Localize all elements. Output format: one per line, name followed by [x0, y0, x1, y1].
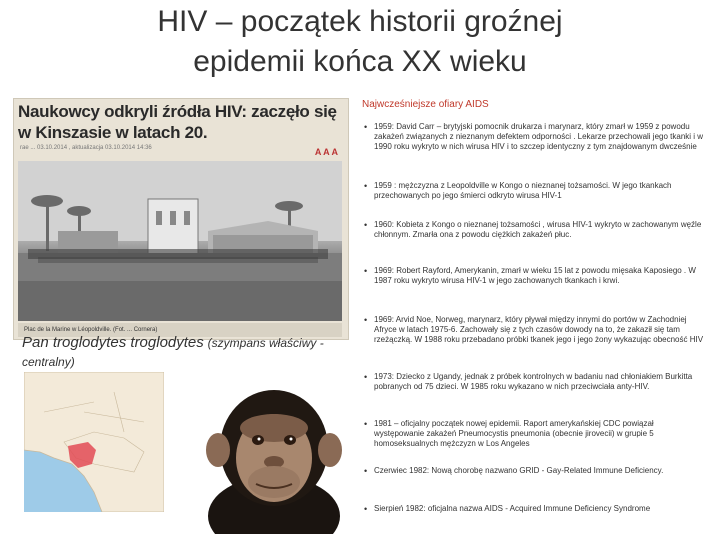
list-item: • 1969: Arvid Noe, Norweg, marynarz, który pływał między innymi do portów w Zachodniej Afryce w latach 1975-6. Zachowały się z tych czasów dowody na to, że zakaził się tam rzeżączką. W 1988 roku przebadano próbki tkanek jego i jego żony wykazując obecność HIV	[364, 315, 704, 345]
list-item: • 1981 – oficjalny początek nowej epidemii. Raport amerykańskiej CDC powiązał występowanie zakażeń Pneumocystis pneumonia (obecnie jirovecii) w grupie 5 homoseksualnych mężczyzn w Los Angeles	[364, 419, 704, 449]
chimpanzee-photo	[192, 376, 352, 534]
list-item: • Czerwiec 1982: Nową chorobę nazwano GRID - Gay-Related Immune Deficiency.	[364, 466, 704, 476]
slide-title-line-2: epidemii końca XX wieku	[193, 45, 527, 78]
list-item: • 1960: Kobieta z Kongo o nieznanej tożsamości , wirusa HIV-1 wykryto w zachowanym węźle chłonnym. Zmarła ona z powodu ciężkich zakażeń płuc.	[364, 220, 704, 240]
chimpanzee-illustration	[192, 376, 352, 534]
photo-caption: Plac de la Marine w Léopoldville. (Fot. ... Cornera)	[18, 323, 342, 337]
species-common-name: (szympans właściwy - centralny)	[22, 336, 324, 369]
range-map	[24, 372, 164, 512]
slide-title	[0, 2, 720, 82]
species-caption	[22, 333, 362, 371]
list-item: • Sierpień 1982: oficjalna nazwa AIDS - Acquired Immune Deficiency Syndrome	[364, 504, 704, 514]
list-item: • 1969: Robert Rayford, Amerykanin, zmarł w wieku 15 lat z powodu mięsaka Kaposiego . W 1987 roku wykryto wirusa HIV-1 w jego zachowanych tkankach i krwi.	[364, 266, 704, 286]
list-item: • 1959: David Carr – brytyjski pomocnik drukarza i marynarz, który zmarł w 1959 z powodu zakażeń związanych z nieznanym defektem odporności . Lekarze przechowali jego tkanki i w 1990 roku wykryto w nich wirusa HIV i to szczep identyczny z tym znajdowanym dwcześnie	[364, 122, 704, 152]
slide-title-line-1: HIV – początek historii groźnej	[157, 5, 563, 38]
historic-photo-illustration	[18, 161, 342, 321]
font-size-buttons[interactable]: A A A	[314, 147, 338, 157]
victims-heading: Najwcześniejsze ofiary AIDS	[362, 99, 489, 110]
clipping-headline: Naukowcy odkryli źródła HIV: zaczęło się w Kinszasie w latach 20.	[18, 102, 337, 142]
list-item: • 1959 : mężczyzna z Leopoldville w Kongo o nieznanej tożsamości. W jego tkankach przechowanych po jego śmierci odkryto wirusa HIV-1	[364, 181, 704, 201]
clipping-meta: rae ... 03.10.2014 , aktualizacja 03.10.2014 14:36	[20, 145, 152, 151]
range-map-illustration	[24, 372, 164, 512]
list-item: • 1973: Dziecko z Ugandy, jednak z próbek kontrolnych w badaniu nad chłoniakiem Burkitta pobranych od 75 dzieci. W 1985 roku wykazano w nich przeciwciała anty-HIV.	[364, 372, 704, 392]
newspaper-clipping	[13, 98, 349, 340]
species-latin-name: Pan troglodytes troglodytes	[22, 334, 204, 351]
historic-photo-kinshasa	[18, 161, 342, 321]
